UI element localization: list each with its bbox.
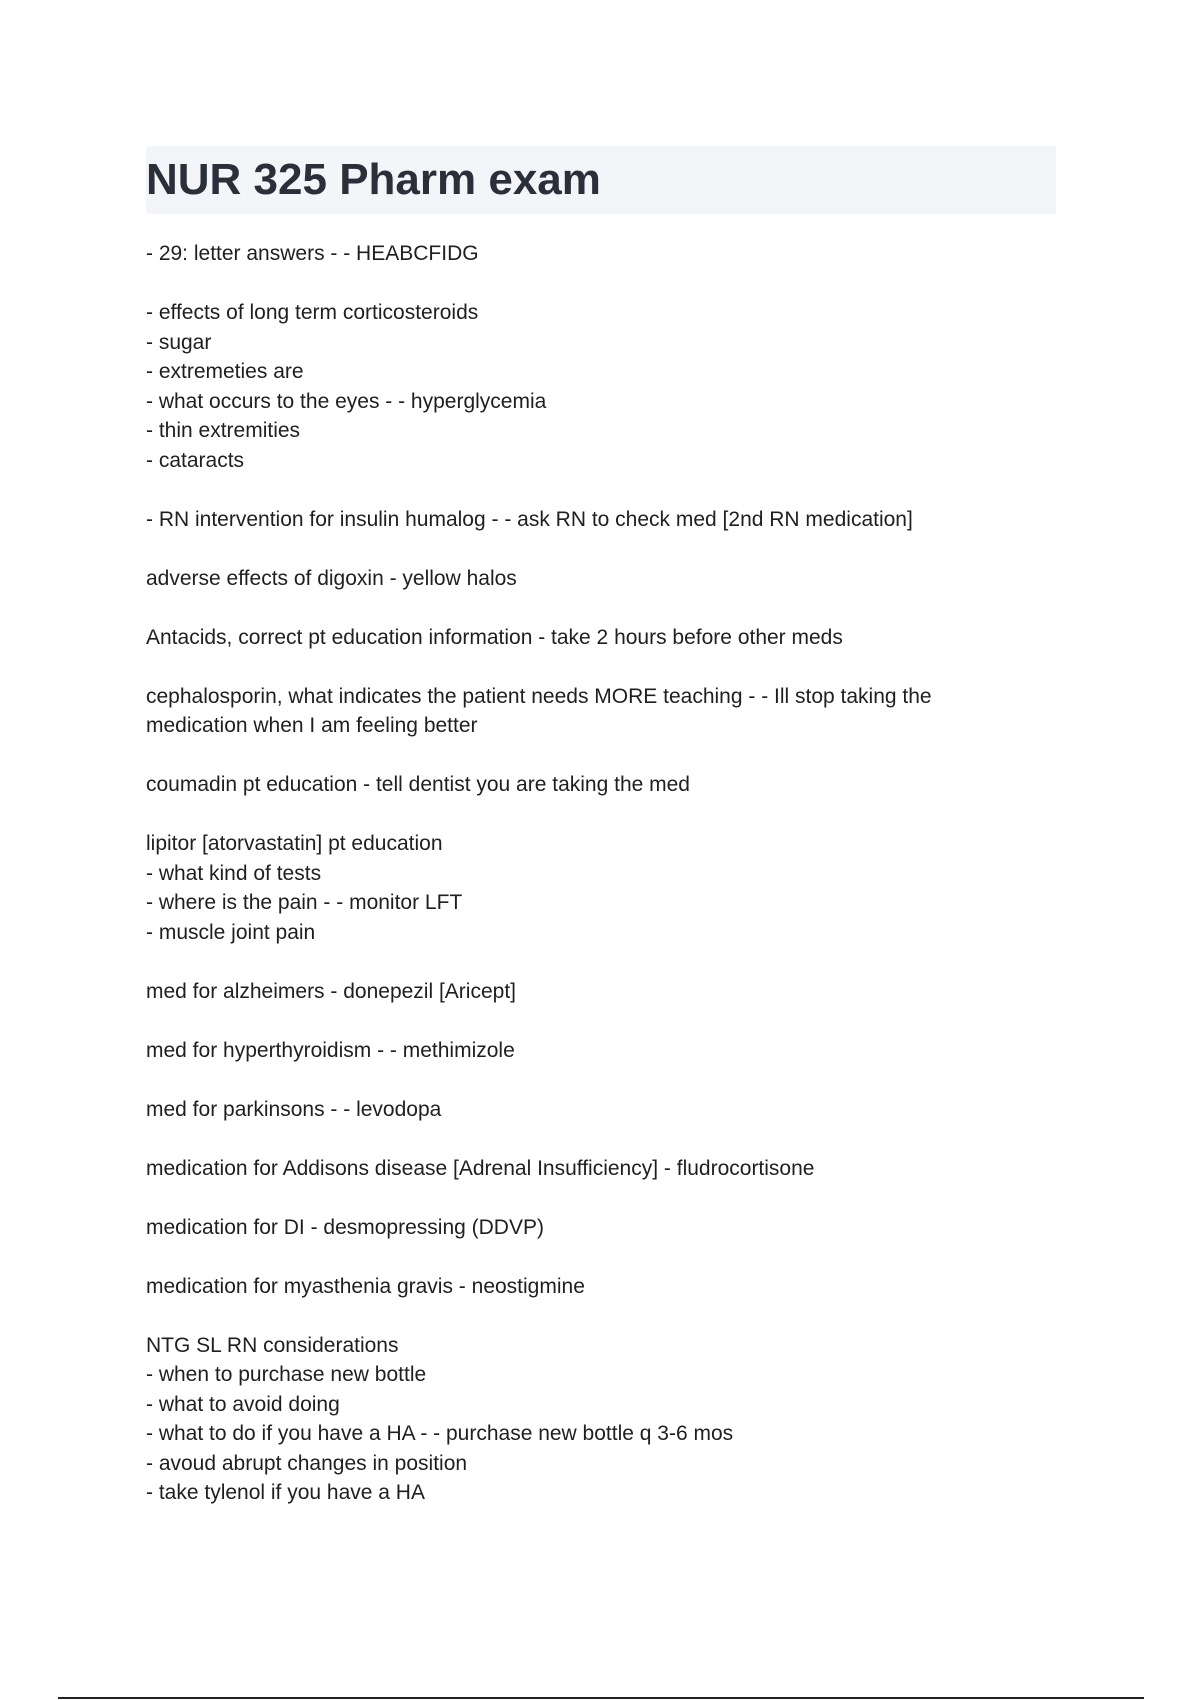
note-block (146, 1213, 1076, 1243)
note-block (146, 682, 1076, 741)
note-block (146, 239, 1076, 269)
note-line: - what to do if you have a HA - - purchase new bottle q 3-6 mos (146, 1422, 734, 1445)
note-line: - thin extremities (146, 419, 301, 442)
note-block (146, 1272, 1076, 1302)
note-block (146, 977, 1076, 1007)
page-title: NUR 325 Pharm exam (146, 155, 601, 204)
note-line: med for parkinsons - - levodopa (146, 1097, 442, 1121)
note-line: adverse effects of digoxin - yellow halos (146, 566, 517, 590)
note-line: coumadin pt education - tell dentist you are taking the med (146, 773, 690, 796)
note-block (146, 1036, 1076, 1066)
note-block (146, 623, 1076, 653)
note-line: NTG SL RN considerations (146, 1333, 399, 1357)
note-line: med for hyperthyroidism - - methimizole (146, 1038, 515, 1062)
note-line: medication when I am feeling better (146, 714, 478, 737)
footer-divider (58, 1697, 1144, 1699)
note-line: - where is the pain - - monitor LFT (146, 891, 463, 914)
note-line: - sugar (146, 330, 212, 354)
note-line: - 29: letter answers - - HEABCFIDG (146, 242, 479, 265)
note-line: - muscle joint pain (146, 920, 316, 944)
note-line: - when to purchase new bottle (146, 1363, 427, 1386)
note-line: - cataracts (146, 448, 245, 472)
title-bar (146, 146, 1056, 214)
note-line: medication for DI - desmopressing (DDVP) (146, 1215, 544, 1239)
note-block (146, 829, 1076, 947)
note-block (146, 564, 1076, 594)
note-line: - extremeties are (146, 360, 304, 383)
note-line: cephalosporin, what indicates the patient needs MORE teaching - - Ill stop taking the (146, 684, 932, 708)
note-block (146, 298, 1076, 475)
note-block (146, 1095, 1076, 1125)
note-line: - RN intervention for insulin humalog - - ask RN to check med [2nd RN medication] (146, 507, 913, 531)
note-line: - effects of long term corticosteroids (146, 301, 479, 324)
note-line: - what kind of tests (146, 861, 322, 885)
note-line: - what to avoid doing (146, 1392, 340, 1416)
note-line: lipitor [atorvastatin] pt education (146, 832, 443, 855)
note-line: - what occurs to the eyes - - hyperglycemia (146, 389, 547, 413)
note-block (146, 770, 1076, 800)
note-block (146, 1331, 1076, 1508)
note-line: medication for Addisons disease [Adrenal Insufficiency] - fludrocortisone (146, 1156, 815, 1180)
document-body (146, 239, 1076, 1537)
note-line: Antacids, correct pt education information - take 2 hours before other meds (146, 625, 843, 649)
note-block (146, 505, 1076, 535)
note-line: - take tylenol if you have a HA (146, 1481, 425, 1504)
note-line: - avoud abrupt changes in position (146, 1451, 468, 1475)
note-line: medication for myasthenia gravis - neostigmine (146, 1274, 585, 1298)
note-line: med for alzheimers - donepezil [Aricept] (146, 979, 516, 1003)
note-block (146, 1154, 1076, 1184)
